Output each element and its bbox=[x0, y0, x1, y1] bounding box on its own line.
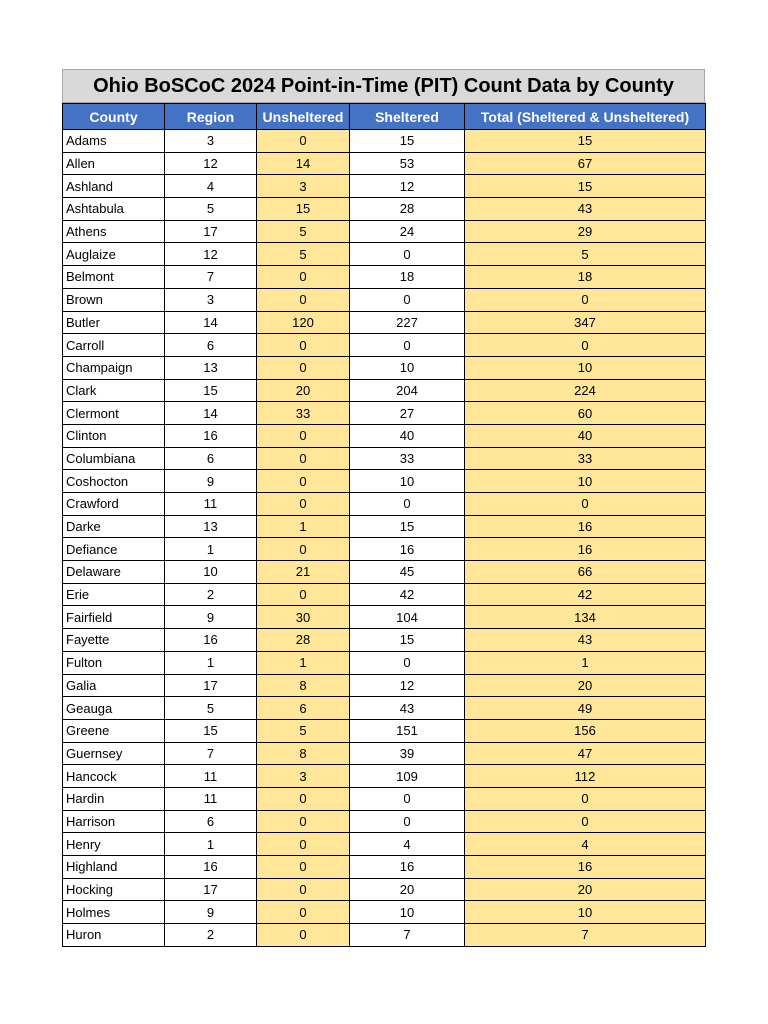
region-cell: 12 bbox=[165, 152, 257, 175]
sheltered-cell: 0 bbox=[350, 243, 465, 266]
unsheltered-cell: 33 bbox=[257, 402, 350, 425]
unsheltered-cell: 0 bbox=[257, 901, 350, 924]
unsheltered-cell: 3 bbox=[257, 765, 350, 788]
total-cell: 20 bbox=[465, 674, 706, 697]
sheltered-cell: 104 bbox=[350, 606, 465, 629]
sheltered-cell: 7 bbox=[350, 924, 465, 947]
table-row bbox=[63, 334, 706, 357]
county-cell: Auglaize bbox=[63, 243, 165, 266]
unsheltered-cell: 0 bbox=[257, 470, 350, 493]
sheltered-cell: 10 bbox=[350, 901, 465, 924]
region-cell: 6 bbox=[165, 334, 257, 357]
sheltered-cell: 4 bbox=[350, 833, 465, 856]
table-row bbox=[63, 901, 706, 924]
region-cell: 12 bbox=[165, 243, 257, 266]
region-cell: 11 bbox=[165, 765, 257, 788]
sheltered-cell: 42 bbox=[350, 583, 465, 606]
region-cell: 16 bbox=[165, 424, 257, 447]
total-cell: 33 bbox=[465, 447, 706, 470]
region-cell: 11 bbox=[165, 787, 257, 810]
column-header-unsheltered: Unsheltered bbox=[257, 104, 350, 130]
total-cell: 43 bbox=[465, 629, 706, 652]
table-row bbox=[63, 583, 706, 606]
region-cell: 13 bbox=[165, 515, 257, 538]
table-row bbox=[63, 243, 706, 266]
unsheltered-cell: 0 bbox=[257, 583, 350, 606]
unsheltered-cell: 8 bbox=[257, 742, 350, 765]
unsheltered-cell: 0 bbox=[257, 424, 350, 447]
sheltered-cell: 28 bbox=[350, 198, 465, 221]
table-row bbox=[63, 447, 706, 470]
county-cell: Huron bbox=[63, 924, 165, 947]
unsheltered-cell: 0 bbox=[257, 856, 350, 879]
region-cell: 6 bbox=[165, 447, 257, 470]
sheltered-cell: 109 bbox=[350, 765, 465, 788]
sheltered-cell: 16 bbox=[350, 538, 465, 561]
unsheltered-cell: 0 bbox=[257, 288, 350, 311]
table-row bbox=[63, 606, 706, 629]
total-cell: 1 bbox=[465, 651, 706, 674]
region-cell: 2 bbox=[165, 583, 257, 606]
table-row bbox=[63, 878, 706, 901]
table-row bbox=[63, 470, 706, 493]
unsheltered-cell: 0 bbox=[257, 334, 350, 357]
total-cell: 10 bbox=[465, 901, 706, 924]
region-cell: 4 bbox=[165, 175, 257, 198]
pit-count-table bbox=[62, 103, 706, 947]
county-cell: Darke bbox=[63, 515, 165, 538]
county-cell: Clermont bbox=[63, 402, 165, 425]
table-row bbox=[63, 697, 706, 720]
region-cell: 1 bbox=[165, 651, 257, 674]
table-row bbox=[63, 424, 706, 447]
unsheltered-cell: 0 bbox=[257, 538, 350, 561]
table-row bbox=[63, 402, 706, 425]
total-cell: 43 bbox=[465, 198, 706, 221]
unsheltered-cell: 3 bbox=[257, 175, 350, 198]
unsheltered-cell: 0 bbox=[257, 924, 350, 947]
sheltered-cell: 24 bbox=[350, 220, 465, 243]
table-row bbox=[63, 266, 706, 289]
county-cell: Butler bbox=[63, 311, 165, 334]
total-cell: 10 bbox=[465, 470, 706, 493]
total-cell: 16 bbox=[465, 856, 706, 879]
total-cell: 42 bbox=[465, 583, 706, 606]
total-cell: 16 bbox=[465, 515, 706, 538]
county-cell: Fayette bbox=[63, 629, 165, 652]
table-row bbox=[63, 538, 706, 561]
sheltered-cell: 0 bbox=[350, 651, 465, 674]
total-cell: 40 bbox=[465, 424, 706, 447]
total-cell: 7 bbox=[465, 924, 706, 947]
table-row bbox=[63, 220, 706, 243]
table-row bbox=[63, 765, 706, 788]
unsheltered-cell: 5 bbox=[257, 243, 350, 266]
region-cell: 17 bbox=[165, 878, 257, 901]
unsheltered-cell: 0 bbox=[257, 787, 350, 810]
region-cell: 9 bbox=[165, 606, 257, 629]
region-cell: 14 bbox=[165, 402, 257, 425]
total-cell: 10 bbox=[465, 356, 706, 379]
table-row bbox=[63, 130, 706, 153]
region-cell: 9 bbox=[165, 901, 257, 924]
county-cell: Ashtabula bbox=[63, 198, 165, 221]
county-cell: Hardin bbox=[63, 787, 165, 810]
table-row bbox=[63, 833, 706, 856]
table-row bbox=[63, 198, 706, 221]
county-cell: Guernsey bbox=[63, 742, 165, 765]
table-row bbox=[63, 288, 706, 311]
unsheltered-cell: 0 bbox=[257, 493, 350, 516]
region-cell: 13 bbox=[165, 356, 257, 379]
sheltered-cell: 0 bbox=[350, 288, 465, 311]
total-cell: 0 bbox=[465, 787, 706, 810]
region-cell: 11 bbox=[165, 493, 257, 516]
table-row bbox=[63, 175, 706, 198]
county-cell: Clinton bbox=[63, 424, 165, 447]
county-cell: Fairfield bbox=[63, 606, 165, 629]
region-cell: 16 bbox=[165, 856, 257, 879]
region-cell: 5 bbox=[165, 697, 257, 720]
table-row bbox=[63, 651, 706, 674]
county-cell: Columbiana bbox=[63, 447, 165, 470]
unsheltered-cell: 1 bbox=[257, 651, 350, 674]
table-row bbox=[63, 379, 706, 402]
unsheltered-cell: 0 bbox=[257, 266, 350, 289]
county-cell: Coshocton bbox=[63, 470, 165, 493]
table-body bbox=[63, 130, 706, 947]
sheltered-cell: 151 bbox=[350, 719, 465, 742]
region-cell: 7 bbox=[165, 742, 257, 765]
column-header-sheltered: Sheltered bbox=[350, 104, 465, 130]
sheltered-cell: 27 bbox=[350, 402, 465, 425]
table-row bbox=[63, 629, 706, 652]
total-cell: 15 bbox=[465, 130, 706, 153]
county-cell: Allen bbox=[63, 152, 165, 175]
region-cell: 17 bbox=[165, 220, 257, 243]
county-cell: Hocking bbox=[63, 878, 165, 901]
county-cell: Champaign bbox=[63, 356, 165, 379]
county-cell: Ashland bbox=[63, 175, 165, 198]
column-header-county: County bbox=[63, 104, 165, 130]
total-cell: 20 bbox=[465, 878, 706, 901]
column-header-total: Total (Sheltered & Unsheltered) bbox=[465, 104, 706, 130]
table-row bbox=[63, 561, 706, 584]
county-cell: Delaware bbox=[63, 561, 165, 584]
table-row bbox=[63, 674, 706, 697]
county-cell: Clark bbox=[63, 379, 165, 402]
unsheltered-cell: 15 bbox=[257, 198, 350, 221]
total-cell: 15 bbox=[465, 175, 706, 198]
sheltered-cell: 45 bbox=[350, 561, 465, 584]
region-cell: 17 bbox=[165, 674, 257, 697]
region-cell: 3 bbox=[165, 130, 257, 153]
total-cell: 0 bbox=[465, 493, 706, 516]
sheltered-cell: 40 bbox=[350, 424, 465, 447]
unsheltered-cell: 20 bbox=[257, 379, 350, 402]
total-cell: 0 bbox=[465, 334, 706, 357]
unsheltered-cell: 28 bbox=[257, 629, 350, 652]
sheltered-cell: 10 bbox=[350, 356, 465, 379]
region-cell: 10 bbox=[165, 561, 257, 584]
county-cell: Erie bbox=[63, 583, 165, 606]
county-cell: Athens bbox=[63, 220, 165, 243]
sheltered-cell: 53 bbox=[350, 152, 465, 175]
region-cell: 14 bbox=[165, 311, 257, 334]
total-cell: 347 bbox=[465, 311, 706, 334]
region-cell: 16 bbox=[165, 629, 257, 652]
total-cell: 0 bbox=[465, 810, 706, 833]
sheltered-cell: 16 bbox=[350, 856, 465, 879]
column-header-region: Region bbox=[165, 104, 257, 130]
table-row bbox=[63, 810, 706, 833]
sheltered-cell: 15 bbox=[350, 629, 465, 652]
county-cell: Harrison bbox=[63, 810, 165, 833]
unsheltered-cell: 5 bbox=[257, 220, 350, 243]
sheltered-cell: 20 bbox=[350, 878, 465, 901]
total-cell: 134 bbox=[465, 606, 706, 629]
county-cell: Carroll bbox=[63, 334, 165, 357]
county-cell: Hancock bbox=[63, 765, 165, 788]
total-cell: 156 bbox=[465, 719, 706, 742]
region-cell: 7 bbox=[165, 266, 257, 289]
region-cell: 15 bbox=[165, 379, 257, 402]
unsheltered-cell: 120 bbox=[257, 311, 350, 334]
total-cell: 16 bbox=[465, 538, 706, 561]
county-cell: Crawford bbox=[63, 493, 165, 516]
table-row bbox=[63, 924, 706, 947]
county-cell: Holmes bbox=[63, 901, 165, 924]
sheltered-cell: 12 bbox=[350, 674, 465, 697]
unsheltered-cell: 30 bbox=[257, 606, 350, 629]
county-cell: Greene bbox=[63, 719, 165, 742]
table-row bbox=[63, 152, 706, 175]
county-cell: Highland bbox=[63, 856, 165, 879]
unsheltered-cell: 5 bbox=[257, 719, 350, 742]
county-cell: Fulton bbox=[63, 651, 165, 674]
sheltered-cell: 0 bbox=[350, 810, 465, 833]
county-cell: Adams bbox=[63, 130, 165, 153]
table-row bbox=[63, 356, 706, 379]
total-cell: 5 bbox=[465, 243, 706, 266]
region-cell: 1 bbox=[165, 538, 257, 561]
header-row bbox=[63, 104, 706, 130]
county-cell: Defiance bbox=[63, 538, 165, 561]
unsheltered-cell: 6 bbox=[257, 697, 350, 720]
sheltered-cell: 0 bbox=[350, 787, 465, 810]
table-row bbox=[63, 856, 706, 879]
table-row bbox=[63, 787, 706, 810]
region-cell: 1 bbox=[165, 833, 257, 856]
total-cell: 66 bbox=[465, 561, 706, 584]
region-cell: 6 bbox=[165, 810, 257, 833]
unsheltered-cell: 0 bbox=[257, 833, 350, 856]
region-cell: 3 bbox=[165, 288, 257, 311]
sheltered-cell: 43 bbox=[350, 697, 465, 720]
table-row bbox=[63, 719, 706, 742]
unsheltered-cell: 8 bbox=[257, 674, 350, 697]
county-cell: Galia bbox=[63, 674, 165, 697]
unsheltered-cell: 0 bbox=[257, 878, 350, 901]
spreadsheet bbox=[62, 69, 705, 947]
sheltered-cell: 0 bbox=[350, 334, 465, 357]
total-cell: 0 bbox=[465, 288, 706, 311]
sheltered-cell: 204 bbox=[350, 379, 465, 402]
unsheltered-cell: 21 bbox=[257, 561, 350, 584]
sheet-title: Ohio BoSCoC 2024 Point-in-Time (PIT) Count Data by County bbox=[62, 69, 705, 103]
sheltered-cell: 15 bbox=[350, 130, 465, 153]
sheltered-cell: 18 bbox=[350, 266, 465, 289]
sheltered-cell: 33 bbox=[350, 447, 465, 470]
total-cell: 224 bbox=[465, 379, 706, 402]
region-cell: 15 bbox=[165, 719, 257, 742]
total-cell: 47 bbox=[465, 742, 706, 765]
unsheltered-cell: 0 bbox=[257, 810, 350, 833]
region-cell: 2 bbox=[165, 924, 257, 947]
county-cell: Brown bbox=[63, 288, 165, 311]
total-cell: 29 bbox=[465, 220, 706, 243]
total-cell: 4 bbox=[465, 833, 706, 856]
table-row bbox=[63, 742, 706, 765]
sheltered-cell: 39 bbox=[350, 742, 465, 765]
total-cell: 112 bbox=[465, 765, 706, 788]
table-row bbox=[63, 493, 706, 516]
sheltered-cell: 10 bbox=[350, 470, 465, 493]
table-row bbox=[63, 515, 706, 538]
sheltered-cell: 12 bbox=[350, 175, 465, 198]
unsheltered-cell: 1 bbox=[257, 515, 350, 538]
unsheltered-cell: 14 bbox=[257, 152, 350, 175]
table-row bbox=[63, 311, 706, 334]
sheltered-cell: 15 bbox=[350, 515, 465, 538]
total-cell: 49 bbox=[465, 697, 706, 720]
unsheltered-cell: 0 bbox=[257, 356, 350, 379]
county-cell: Belmont bbox=[63, 266, 165, 289]
total-cell: 60 bbox=[465, 402, 706, 425]
sheltered-cell: 0 bbox=[350, 493, 465, 516]
county-cell: Henry bbox=[63, 833, 165, 856]
total-cell: 18 bbox=[465, 266, 706, 289]
region-cell: 9 bbox=[165, 470, 257, 493]
unsheltered-cell: 0 bbox=[257, 447, 350, 470]
total-cell: 67 bbox=[465, 152, 706, 175]
unsheltered-cell: 0 bbox=[257, 130, 350, 153]
sheltered-cell: 227 bbox=[350, 311, 465, 334]
county-cell: Geauga bbox=[63, 697, 165, 720]
region-cell: 5 bbox=[165, 198, 257, 221]
